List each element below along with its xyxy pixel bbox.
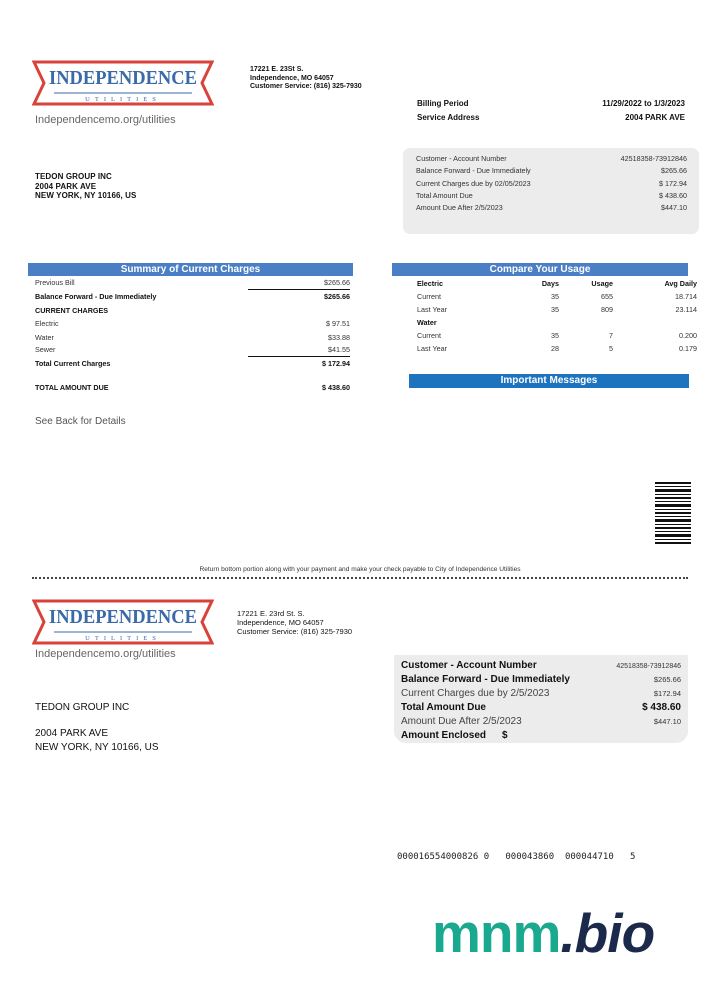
scanline: 000016554000826 0 000043860 000044710 5 [397, 852, 636, 862]
charge-row-electric: Electric $ 97.51 [35, 319, 350, 328]
important-messages-header: Important Messages [409, 374, 689, 388]
logo-graphic [32, 60, 214, 106]
billing-period-value: 11/29/2022 to 1/3/2023 [602, 99, 685, 108]
stub-account-number-row: Customer - Account Number 42518358-73912846 [401, 660, 681, 671]
stub-logo-text: INDEPENDENCE [49, 606, 197, 628]
stub-customer-address: 2004 PARK AVE NEW YORK, NY 10166, US [35, 728, 159, 753]
stub-brand-url[interactable]: Independencemo.org/utilities [35, 648, 176, 660]
stub-amount-due-after-row: Amount Due After 2/5/2023 $447.10 [401, 716, 681, 727]
balance-forward-row: Balance Forward - Due Immediately $265.66 [416, 166, 687, 176]
watermark: mnm.bio [432, 902, 655, 964]
total-amount-row: Total Amount Due $ 438.60 [416, 190, 687, 200]
charge-row-sewer: Sewer $41.55 [35, 345, 350, 354]
billing-period [417, 99, 685, 108]
total-current-row: Total Current Charges $ 172.94 [35, 359, 350, 368]
service-address [417, 113, 685, 122]
stub-customer-name: TEDON GROUP INC [35, 702, 130, 713]
stub-current-charges-row: Current Charges due by 2/5/2023 $172.94 [401, 688, 681, 699]
usage-row-water-current: Current 35 7 0.200 [417, 331, 697, 340]
usage-row-electric-last-year: Last Year 35 809 23.114 [417, 305, 697, 314]
billing-period-label: Billing Period [417, 99, 469, 108]
barcode [655, 482, 691, 544]
total-amount-due-row: TOTAL AMOUNT DUE $ 438.60 [35, 382, 350, 392]
previous-bill-row: Previous Bill $265.66 [35, 278, 350, 287]
customer-address: TEDON GROUP INC 2004 PARK AVE NEW YORK, NY 10166, US [35, 172, 137, 200]
usage-row-water-last-year: Last Year 28 5 0.179 [417, 344, 697, 353]
account-summary-box [403, 148, 699, 234]
perforation-line [32, 577, 688, 579]
usage-water-heading: Water [417, 318, 437, 327]
stub-company-address: 17221 E. 23rd St. S. Independence, MO 64057 Customer Service: (816) 325-7930 [237, 609, 353, 636]
return-note: Return bottom portion along with your payment and make your check payable to City of Independence Utilities [199, 566, 521, 573]
stub-payment-box [394, 655, 688, 743]
usage-row-electric-current: Current 35 655 18.714 [417, 292, 697, 301]
current-charges-heading: CURRENT CHARGES [35, 305, 109, 315]
current-charges-row: Current Charges due by 02/05/2023 $ 172.94 [416, 178, 687, 188]
stub-balance-forward-row: Balance Forward - Due Immediately $265.66 [401, 674, 681, 685]
brand-url[interactable]: Independencemo.org/utilities [35, 114, 176, 126]
company-address: 17221 E. 23St S. Independence, MO 64057 Customer Service: (816) 325-7930 [250, 66, 362, 90]
stub-logo [32, 599, 212, 643]
usage-header-row: Electric Days Usage Avg Daily [417, 279, 697, 288]
account-number-row: Customer - Account Number 42518358-73912846 [416, 154, 687, 163]
service-address-label: Service Address [417, 113, 480, 122]
logo-sub: UTILITIES [85, 96, 161, 103]
summary-header: Summary of Current Charges [28, 263, 353, 276]
usage-table [417, 277, 697, 355]
stub-total-amount-row: Total Amount Due $ 438.60 [401, 702, 681, 713]
see-back-note: See Back for Details [35, 416, 126, 427]
summary-table [35, 277, 350, 394]
amount-enclosed-row[interactable]: Amount Enclosed $ [401, 730, 508, 741]
logo-text: INDEPENDENCE [49, 67, 197, 89]
amount-due-after-row: Amount Due After 2/5/2023 $447.10 [416, 203, 687, 213]
stub-logo-graphic [32, 599, 214, 645]
charge-row-water: Water $33.88 [35, 332, 350, 342]
stub-logo-sub: UTILITIES [85, 635, 161, 642]
usage-header: Compare Your Usage [392, 263, 688, 276]
service-address-value: 2004 PARK AVE [625, 113, 685, 122]
logo [32, 60, 212, 104]
balance-forward-summary-row: Balance Forward - Due Immediately $265.66 [35, 292, 350, 301]
